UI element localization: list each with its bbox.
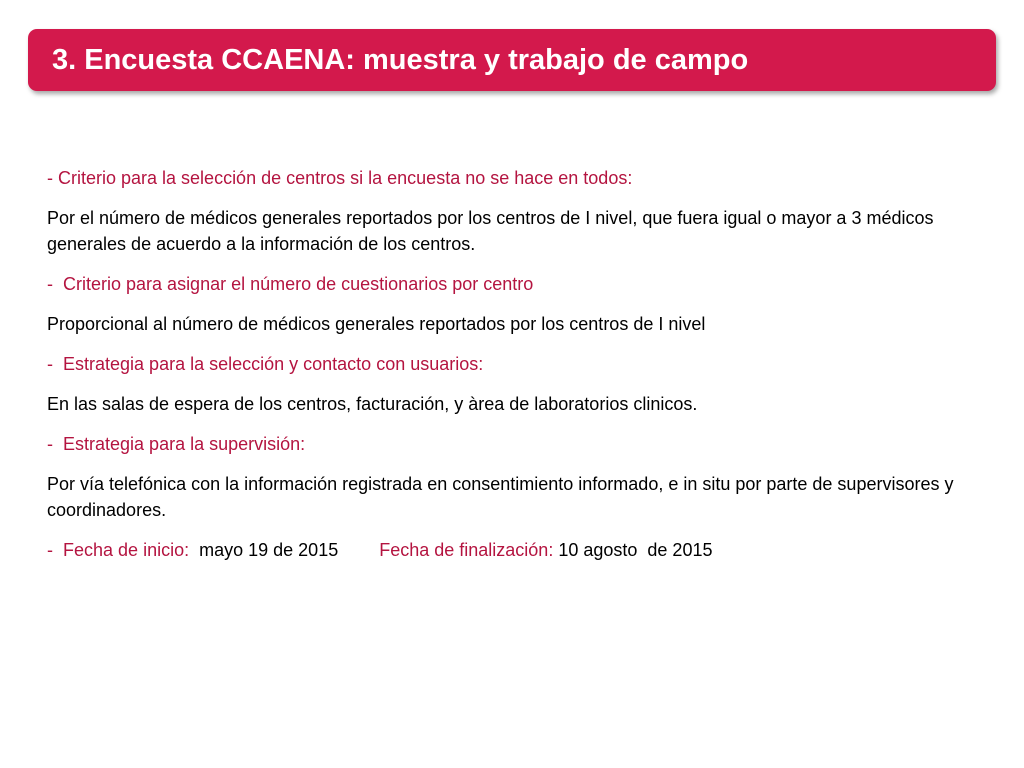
estrategia-usuarios-label: Estrategia para la selección y contacto con usuarios: (63, 354, 484, 374)
estrategia-usuarios-text: En las salas de espera de los centros, facturación, y àrea de laboratorios clinicos. (47, 394, 698, 414)
estrategia-supervision-text: Por vía telefónica con la información registrada en consentimiento informado, e in situ por parte de supervisores y coordinadores. (47, 474, 954, 520)
fecha-inicio-label: Fecha de inicio: (63, 540, 190, 560)
criterio-seleccion-text: Por el número de médicos generales reportados por los centros de I nivel, que fuera igual o mayor a 3 médicos generales de acuerdo a la información de los centros. (47, 208, 934, 254)
fechas-line (47, 537, 982, 563)
fecha-inicio-value: mayo 19 de 2015 (199, 540, 339, 560)
slide-title: 3. Encuesta CCAENA: muestra y trabajo de campo (52, 43, 749, 76)
bullet-dash: - (47, 434, 53, 454)
bullet-dash: - (47, 540, 53, 560)
bullet-dash: - (47, 274, 53, 294)
criterio-cuestionarios-heading (47, 271, 982, 297)
slide-content (47, 165, 982, 563)
criterio-cuestionarios-label: Criterio para asignar el número de cuestionarios por centro (63, 274, 534, 294)
bullet-dash: - (47, 354, 53, 374)
criterio-seleccion-label: - Criterio para la selección de centros si la encuesta no se hace en todos: (47, 168, 633, 188)
fecha-fin-label: Fecha de finalización: (379, 540, 554, 560)
criterio-cuestionarios-text: Proporcional al número de médicos generales reportados por los centros de I nivel (47, 314, 706, 334)
estrategia-usuarios-heading (47, 351, 982, 377)
estrategia-supervision-heading (47, 431, 982, 457)
estrategia-supervision-label: Estrategia para la supervisión: (63, 434, 306, 454)
fecha-fin-value: 10 agosto de 2015 (558, 540, 713, 560)
title-bar (28, 29, 996, 91)
